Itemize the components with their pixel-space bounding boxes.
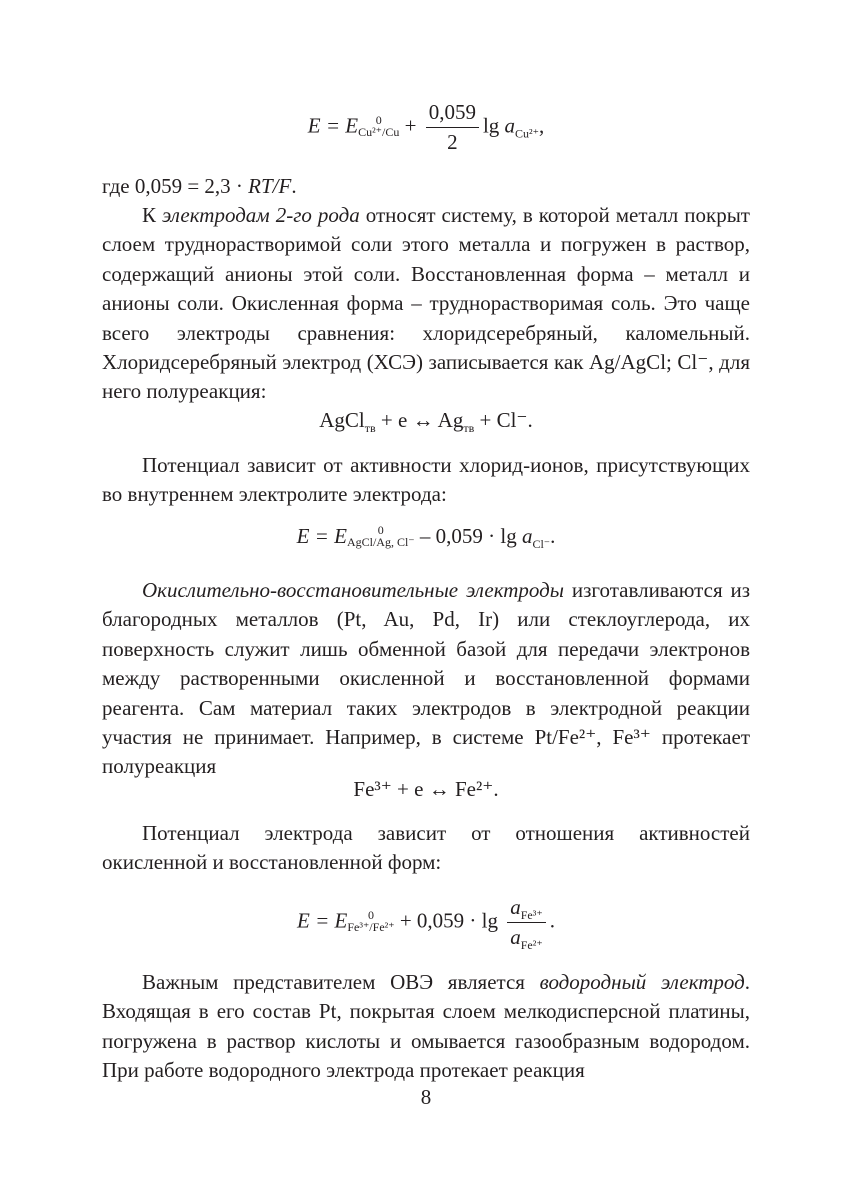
- equation-iron-potential: E = E 0 Fe³⁺/Fe²⁺ + 0,059 · lg $\frac{a_{Fe^{3+}}}{a_{Fe^{2+}}}$ .: [297, 895, 555, 953]
- formula-note: где 0,059 = 2,3 · RT/F.: [102, 174, 297, 198]
- equation-iron-half-reaction: Fe³⁺ + e ↔ Fe²⁺.: [353, 777, 499, 801]
- paragraph-chloride-activity: Потенциал зависит от активности хлорид-ионов, присутствующих во внутреннем электролите электрода:: [102, 453, 750, 507]
- equation-nernst-copper: E = E 0 Cu²⁺/Cu + $\frac{0,059}{2}$ $\lg a_{Cu^{2+}}$,: [307, 100, 545, 154]
- fraction: $\frac{0,059}{2}$: [426, 100, 479, 155]
- equation-agcl-potential: E = E 0 AgCl/Ag, Cl⁻ – $0,059 \cdot \lg a_{Cl^-}$.: [296, 523, 556, 552]
- paragraph-electrode-potential: Потенциал электрода зависит от отношения активностей окисленной и восстановленной форм:: [102, 821, 750, 875]
- activity-ratio: $\frac{a_{Fe^{3+}}}{a_{Fe^{2+}}}$: [507, 895, 545, 950]
- equation-agcl-half-reaction: AgCl$_{тв}$ + e ↔ $Ag_{тв} + Cl^-$.: [319, 408, 533, 436]
- paragraph-redox-electrodes: Окислительно-восстановительные электроды изготавливаются из благородных металлов (Pt, Au, Pd, Ir) или стеклоуглерода, их поверхность служит лишь обменной базой для передачи электронов между растворенными окисленной и восстановленной формами реагента. Сам материал таких электродов в электродной реакции участия не принимает. Например, в системе Pt/Fe²⁺, Fe³⁺ протекает полуреакция: [102, 578, 750, 779]
- paragraph-hydrogen-electrode: Важным представителем ОВЭ является водородный электрод. Входящая в его состав Pt, покрытая слоем мелкодисперсной платины, погружена в раствор кислоты и омывается газообразным водородом. При работе водородного электрода протекает реакция: [102, 970, 751, 1083]
- page-number: 8: [420, 1085, 432, 1109]
- paragraph-second-kind-electrodes: К электродам 2-го рода относят систему, в которой металл покрыт слоем труднорастворимой соли этого металла и погружен в раствор, содержащий анионы этой соли. Восстановленная форма – металл и анионы соли. Окисленная форма – труднорастворимая соль. Это чаще всего электроды сравнения: хлоридсеребряный, каломельный. Хлоридсеребряный электрод (ХСЭ) записывается как Ag/AgCl; Cl⁻, для него полуреакция:: [102, 203, 750, 404]
